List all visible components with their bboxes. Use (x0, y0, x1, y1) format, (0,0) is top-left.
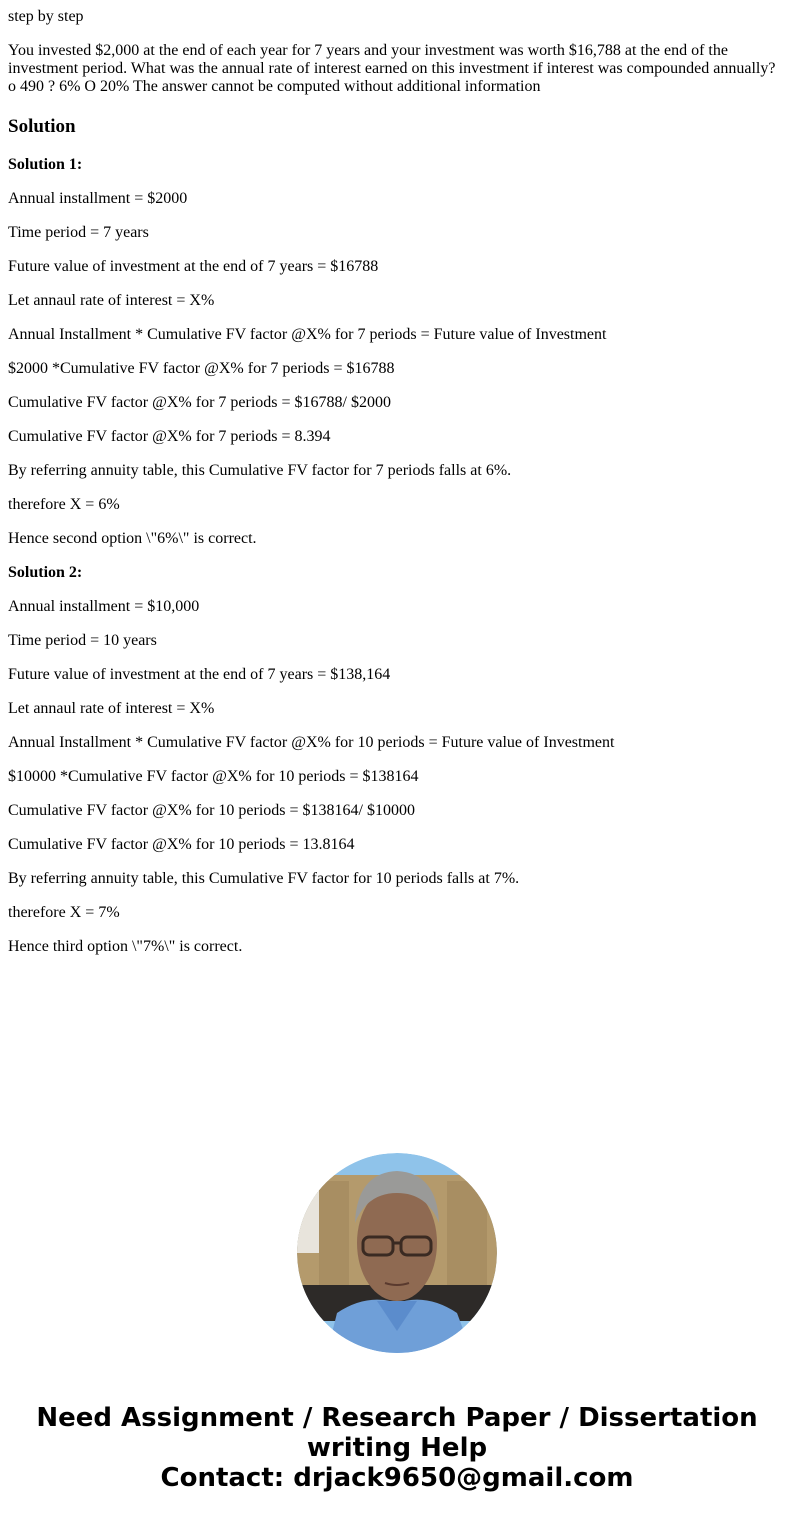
solution-line: Cumulative FV factor @X% for 7 periods = $16788/ $2000 (8, 394, 391, 411)
solution-line: Annual installment = $10,000 (8, 598, 200, 615)
contact-email: Contact: drjack9650@gmail.com (160, 1463, 634, 1493)
solution-line: Let annaul rate of interest = X% (8, 700, 215, 717)
solution-line: By referring annuity table, this Cumulative FV factor for 10 periods falls at 7%. (8, 870, 520, 887)
person-photo-icon (297, 1153, 497, 1353)
solution-line: Annual Installment * Cumulative FV factor @X% for 7 periods = Future value of Investment (8, 326, 607, 343)
solution-line: Annual Installment * Cumulative FV factor @X% for 10 periods = Future value of Investment (8, 734, 615, 751)
solution-line: Cumulative FV factor @X% for 10 periods = $138164/ $10000 (8, 802, 415, 819)
promo-line-1: Need Assignment / Research Paper / Dissertation (36, 1403, 758, 1433)
solution-line: therefore X = 6% (8, 496, 120, 513)
solution-line: therefore X = 7% (8, 904, 120, 921)
solution-line: $10000 *Cumulative FV factor @X% for 10 periods = $138164 (8, 768, 419, 785)
solution-line: $2000 *Cumulative FV factor @X% for 7 periods = $16788 (8, 360, 395, 377)
solution-heading: Solution (8, 116, 76, 137)
solution-line: Annual installment = $2000 (8, 190, 188, 207)
solution-line: Cumulative FV factor @X% for 7 periods = 8.394 (8, 428, 331, 445)
solution-conclusion: Hence third option \"7%\" is correct. (8, 938, 243, 955)
solution-line: Cumulative FV factor @X% for 10 periods = 13.8164 (8, 836, 355, 853)
page-label: step by step (8, 8, 84, 25)
solution-line: Future value of investment at the end of 7 years = $138,164 (8, 666, 391, 683)
solution-2 (8, 564, 786, 956)
author-avatar (297, 1153, 497, 1353)
solution-line: Let annaul rate of interest = X% (8, 292, 215, 309)
solution-line: By referring annuity table, this Cumulative FV factor for 7 periods falls at 6%. (8, 462, 512, 479)
promo-line-2: writing Help (306, 1433, 488, 1463)
solution-1-title: Solution 1: (8, 156, 83, 173)
document-body (8, 8, 786, 972)
solution-1 (8, 156, 786, 548)
solution-line: Future value of investment at the end of 7 years = $16788 (8, 258, 379, 275)
solution-conclusion: Hence second option \"6%\" is correct. (8, 530, 257, 547)
solution-line: Time period = 10 years (8, 632, 157, 649)
solution-line: Time period = 7 years (8, 224, 149, 241)
promo-footer (0, 1403, 794, 1493)
question-text: You invested $2,000 at the end of each year for 7 years and your investment was worth $16,788 at the end of the investment period. What was the annual rate of interest earned on this investment if interest was compounded annually? o 490 ? 6% O 20% The answer cannot be computed without additional information (8, 42, 776, 95)
solution-2-title: Solution 2: (8, 564, 83, 581)
